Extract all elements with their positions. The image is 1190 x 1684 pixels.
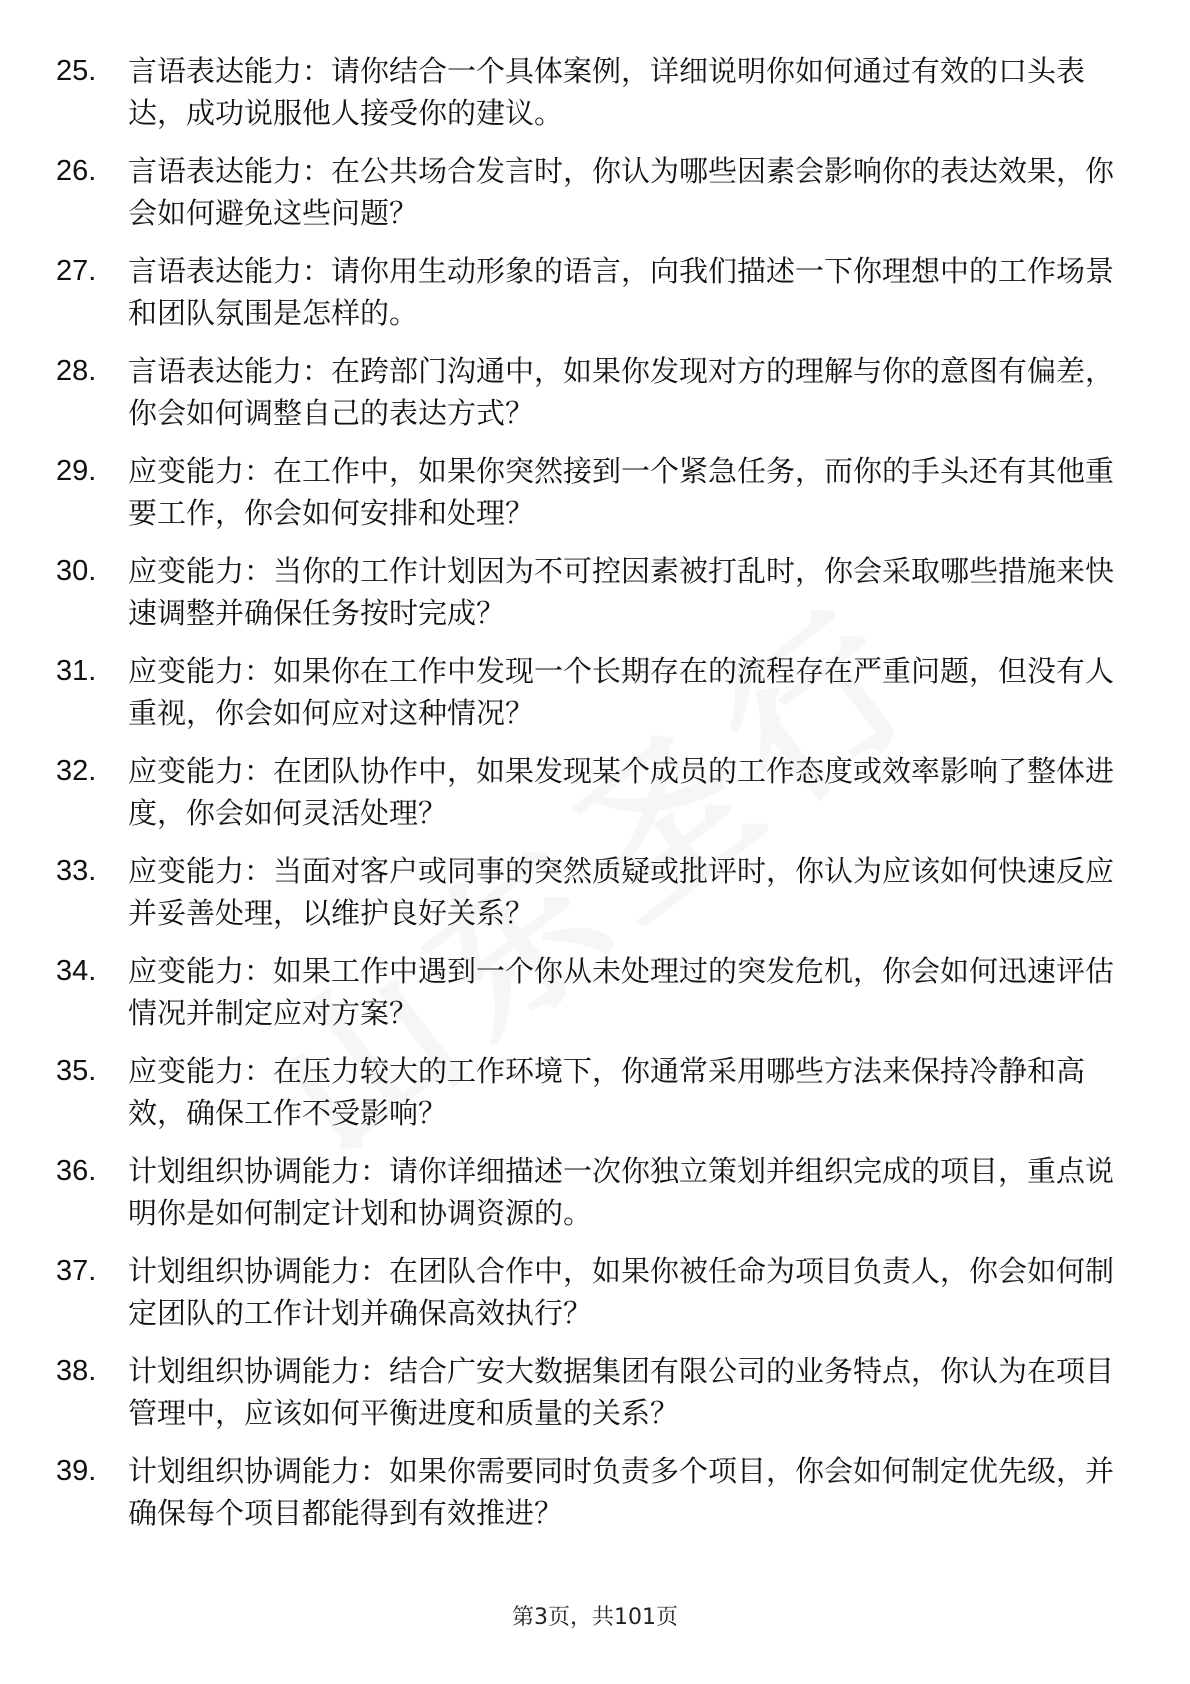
question-text: 计划组织协调能力：如果你需要同时负责多个项目，你会如何制定优先级，并确保每个项目都能得到有效推进？ (128, 1454, 1115, 1530)
question-text: 计划组织协调能力：在团队合作中，如果你被任命为项目负责人，你会如何制定团队的工作计划并确保高效执行？ (128, 1254, 1115, 1330)
question-text: 言语表达能力：请你结合一个具体案例，详细说明你如何通过有效的口头表达，成功说服他人接受你的建议。 (128, 54, 1086, 130)
question-list (56, 50, 1136, 1550)
question-item (56, 1450, 1136, 1538)
question-number: 38. (56, 1355, 97, 1387)
question-number: 30. (56, 555, 97, 587)
question-item (56, 750, 1136, 838)
question-number: 32. (56, 755, 97, 787)
question-item (56, 350, 1136, 438)
question-text: 计划组织协调能力：请你详细描述一次你独立策划并组织完成的项目，重点说明你是如何制定计划和协调资源的。 (128, 1154, 1115, 1230)
question-number: 33. (56, 855, 97, 887)
question-text: 应变能力：在工作中，如果你突然接到一个紧急任务，而你的手头还有其他重要工作，你会如何安排和处理？ (128, 454, 1115, 530)
question-item (56, 50, 1136, 138)
question-item (56, 950, 1136, 1038)
question-item (56, 550, 1136, 638)
question-item (56, 1250, 1136, 1338)
question-number: 26. (56, 155, 97, 187)
question-item (56, 150, 1136, 238)
question-item (56, 1150, 1136, 1238)
question-number: 36. (56, 1155, 97, 1187)
question-item (56, 1350, 1136, 1438)
question-item (56, 1050, 1136, 1138)
question-number: 35. (56, 1055, 97, 1087)
question-number: 29. (56, 455, 97, 487)
question-item (56, 450, 1136, 538)
question-text: 应变能力：如果你在工作中发现一个长期存在的流程存在严重问题，但没有人重视，你会如何应对这种情况？ (128, 654, 1115, 730)
question-item (56, 650, 1136, 738)
question-item (56, 250, 1136, 338)
page-footer: 第3页，共101页 (512, 1605, 678, 1630)
question-text: 应变能力：在压力较大的工作环境下，你通常采用哪些方法来保持冷静和高效，确保工作不受影响？ (128, 1054, 1086, 1130)
question-text: 言语表达能力：请你用生动形象的语言，向我们描述一下你理想中的工作场景和团队氛围是怎样的。 (128, 254, 1115, 330)
question-number: 27. (56, 255, 97, 287)
question-number: 25. (56, 55, 97, 87)
question-number: 28. (56, 355, 97, 387)
question-text: 言语表达能力：在公共场合发言时，你认为哪些因素会影响你的表达效果，你会如何避免这些问题？ (128, 154, 1115, 230)
question-text: 应变能力：如果工作中遇到一个你从未处理过的突发危机，你会如何迅速评估情况并制定应对方案？ (128, 954, 1115, 1030)
question-number: 31. (56, 655, 97, 687)
question-number: 39. (56, 1455, 97, 1487)
question-text: 计划组织协调能力：结合广安大数据集团有限公司的业务特点，你认为在项目管理中，应该如何平衡进度和质量的关系？ (128, 1354, 1115, 1430)
question-item (56, 850, 1136, 938)
question-text: 言语表达能力：在跨部门沟通中，如果你发现对方的理解与你的意图有偏差，你会如何调整自己的表达方式？ (128, 354, 1115, 430)
question-text: 应变能力：当面对客户或同事的突然质疑或批评时，你认为应该如何快速反应并妥善处理，以维护良好关系？ (128, 854, 1115, 930)
question-number: 37. (56, 1255, 97, 1287)
question-text: 应变能力：当你的工作计划因为不可控因素被打乱时，你会采取哪些措施来快速调整并确保任务按时完成？ (128, 554, 1115, 630)
question-number: 34. (56, 955, 97, 987)
question-text: 应变能力：在团队协作中，如果发现某个成员的工作态度或效率影响了整体进度，你会如何灵活处理？ (128, 754, 1115, 830)
